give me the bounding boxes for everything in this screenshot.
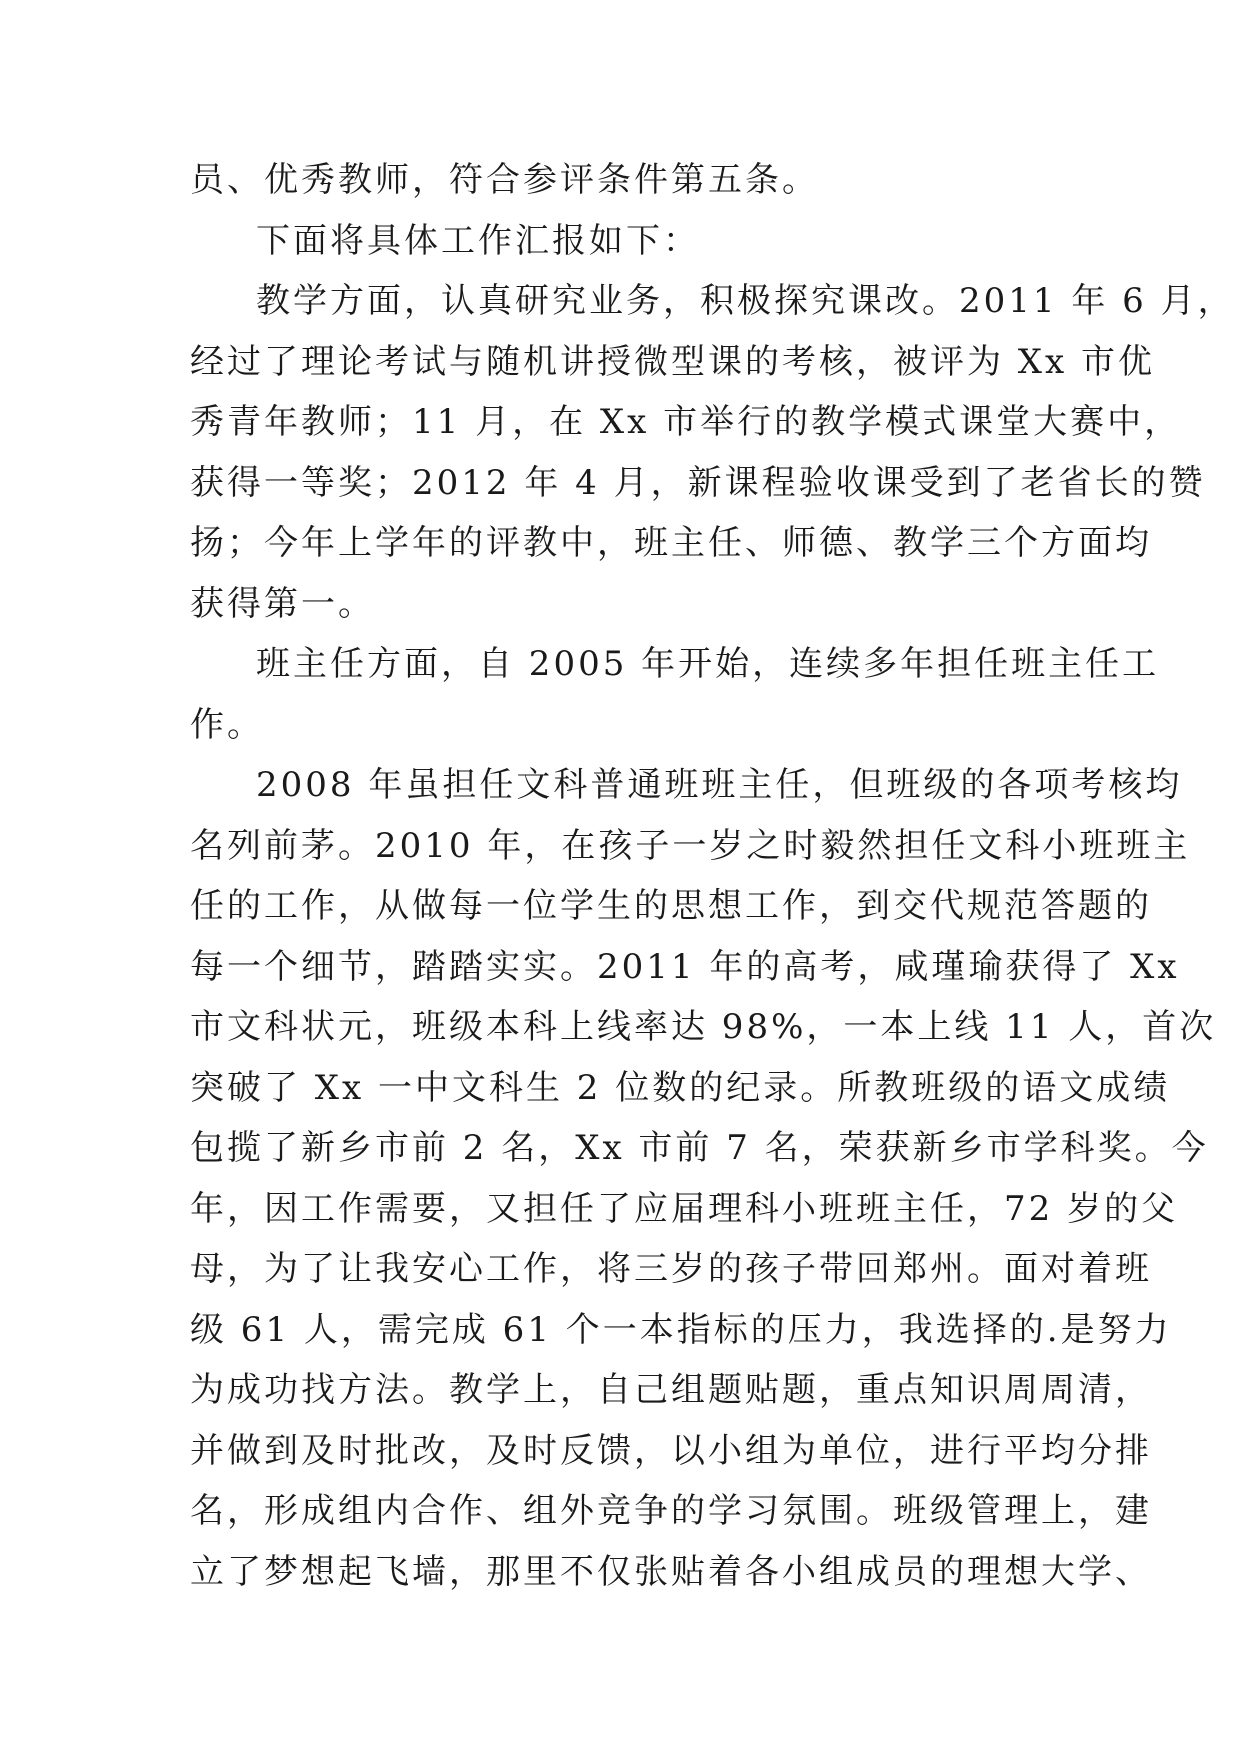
text-line: 下面将具体工作汇报如下：: [256, 220, 700, 261]
text-line: 级 61 人，需完成 61 个一本指标的压力，我选择的.是努力: [190, 1309, 1172, 1350]
paragraph-3: [190, 271, 1235, 634]
text-line: 并做到及时批改，及时反馈，以小组为单位，进行平均分排: [190, 1430, 1152, 1471]
text-line: 秀青年教师；11 月，在 Xx 市举行的教学模式课堂大赛中，: [190, 402, 1182, 442]
text-line: 班主任方面，自 2005 年开始，连续多年担任班主任工: [256, 644, 1160, 684]
text-line: 每一个细节，踏踏实实。2011 年的高考，咸瑾瑜获得了 Xx: [190, 946, 1180, 987]
text-line: 为成功找方法。教学上，自己组题贴题，重点知识周周清，: [190, 1370, 1152, 1410]
text-line: 突破了 Xx 一中文科生 2 位数的纪录。所教班级的语文成绩: [190, 1067, 1171, 1108]
text-line: 立了梦想起飞墙，那里不仅张贴着各小组成员的理想大学、: [190, 1551, 1152, 1592]
text-line: 名列前茅。2010 年，在孩子一岁之时毅然担任文科小班班主: [190, 825, 1191, 866]
paragraph-4: [190, 634, 1160, 755]
text-line: 获得第一。: [190, 583, 375, 624]
document-body: [190, 150, 1235, 1602]
text-line: 母，为了让我安心工作，将三岁的孩子带回郑州。面对着班: [190, 1249, 1152, 1289]
paragraph-2: [190, 211, 1090, 272]
text-line: 员、优秀教师，符合参评条件第五条。: [190, 160, 819, 200]
text-line: 市文科状元，班级本科上线率达 98%，一本上线 11 人，首次: [190, 1007, 1217, 1047]
text-line: 包揽了新乡市前 2 名，Xx 市前 7 名，荣获新乡市学科奖。今: [190, 1128, 1209, 1168]
text-line: 教学方面，认真研究业务，积极探究课改。2011 年 6 月，: [256, 281, 1235, 321]
text-line: 年，因工作需要，又担任了应届理科小班班主任，72 岁的父: [190, 1188, 1179, 1229]
text-line: 扬；今年上学年的评教中，班主任、师德、教学三个方面均: [190, 523, 1152, 563]
paragraph-5: [190, 755, 1217, 1602]
text-line: 任的工作，从做每一位学生的思想工作，到交代规范答题的: [190, 886, 1152, 926]
text-line: 作。: [190, 704, 264, 745]
text-line: 名，形成组内合作、组外竞争的学习氛围。班级管理上，建: [190, 1491, 1152, 1531]
text-line: 2008 年虽担任文科普通班班主任，但班级的各项考核均: [256, 765, 1183, 805]
paragraph-1: [190, 150, 1090, 211]
text-line: 获得一等奖；2012 年 4 月，新课程验收课受到了老省长的赞: [190, 462, 1206, 503]
text-line: 经过了理论考试与随机讲授微型课的考核，被评为 Xx 市优: [190, 341, 1155, 382]
